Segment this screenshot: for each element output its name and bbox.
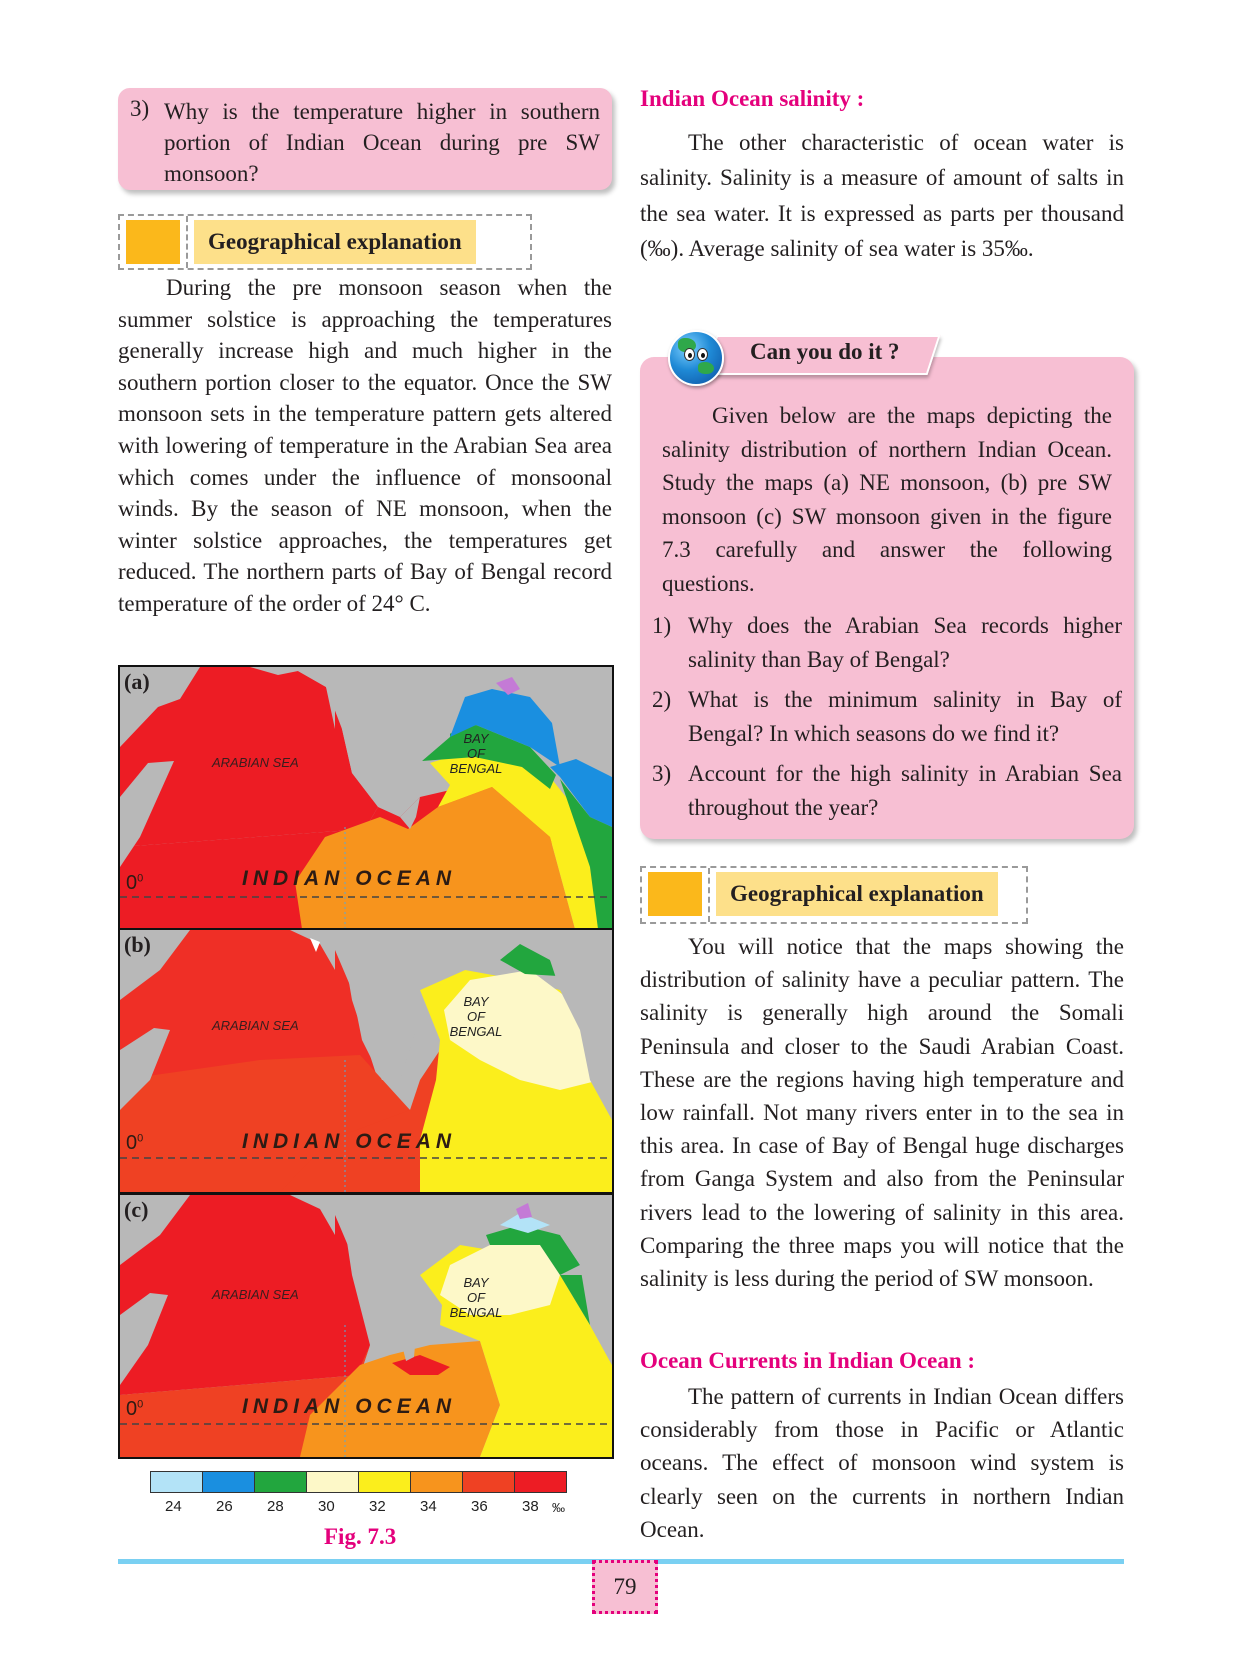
legend-value: 34 — [420, 1498, 437, 1515]
legend-value: 26 — [216, 1498, 233, 1515]
bay-of-bengal-label: BAY OF BENGAL — [449, 1275, 503, 1320]
map-label: (a) — [124, 669, 150, 694]
legend-value: 32 — [369, 1498, 386, 1515]
activity-title: Can you do it ? — [750, 339, 900, 364]
legend-swatch — [203, 1472, 255, 1492]
map-label: (b) — [124, 932, 151, 957]
list-item: 1) Why does the Arabian Sea records higher salinity than Bay of Bengal? — [652, 613, 1122, 672]
explanation-paragraph: You will notice that the maps showing the distribution of salinity have a peculiar pattern. The salinity is generally high around the Somali Peninsula and closer to the Saudi Arabian Coast. These are the regions having high temperature and low rainfall. Not many rivers enter in to the sea in this area. In case of Bay of Bengal huge discharges from Ganga System and also from the Peninsular rivers lead to the lowering of salinity in this area. Comparing the three maps you will notice that the salinity is less during the period of SW monsoon. — [640, 934, 1124, 1292]
legend-swatch — [359, 1472, 411, 1492]
heading-marker-icon — [648, 872, 702, 916]
activity-intro: Given below are the maps depicting the salinity distribution of northern Indian Ocean. Study the maps (a) NE monsoon, (b) pre SW monsoon (c) SW monsoon given in the figure 7.3 carefully and answer the following questions. — [662, 403, 1112, 596]
arabian-sea-label: ARABIAN SEA — [212, 1287, 299, 1302]
geo-explanation-title: Geographical explanation — [716, 872, 998, 916]
activity-questions — [652, 609, 1122, 832]
heading-marker-icon — [126, 220, 180, 264]
currents-paragraph: The pattern of currents in Indian Ocean differs considerably from those in Pacific or Atlantic oceans. The effect of monsoon wind system is clearly seen on the currents in northern Indian Ocean. — [640, 1384, 1124, 1542]
equator-label: $0^0$ — [126, 872, 144, 894]
legend-swatch — [463, 1472, 515, 1492]
temperature-paragraph: During the pre monsoon season when the summer solstice is approaching the temperatures generally increase high and much higher in the southern portion closer to the equator. Once the SW monsoon sets in the temperature pattern gets altered with lowering of temperature in the Arabian Sea area which comes under the influence of monsoonal winds. By the season of NE monsoon, when the winter solstice approaches, the temperatures get reduced. The northern parts of Bay of Bengal record temperature of the order of 24° C. — [118, 275, 612, 616]
salinity-map-b — [118, 928, 614, 1194]
salinity-map-a — [118, 665, 614, 931]
salinity-map-c — [118, 1193, 614, 1459]
page-number: 79 — [592, 1560, 658, 1614]
question-number: 3) — [130, 96, 150, 121]
question-box — [118, 88, 612, 190]
geo-explanation-header-right — [640, 866, 1028, 924]
salinity-legend — [150, 1471, 567, 1493]
legend-value: 30 — [318, 1498, 335, 1515]
legend-value: 36 — [471, 1498, 488, 1515]
legend-value: 38 — [522, 1498, 539, 1515]
equator-label: $0^0$ — [126, 1398, 144, 1420]
legend-swatch — [307, 1472, 359, 1492]
list-item: 2) What is the minimum salinity in Bay of Bengal? In which seasons do we find it? — [652, 687, 1122, 746]
legend-value: 24 — [165, 1498, 182, 1515]
can-you-do-it-box — [640, 357, 1134, 839]
question-text: Why is the temperature higher in southern portion of Indian Ocean during pre SW monsoon? — [164, 99, 600, 186]
legend-value: 28 — [267, 1498, 284, 1515]
equator-label: $0^0$ — [126, 1132, 144, 1154]
bay-of-bengal-label: BAY OF BENGAL — [449, 731, 503, 776]
salinity-paragraph: The other characteristic of ocean water is salinity. Salinity is a measure of amount of salts in the sea water. It is expressed as parts per thousand (‰). Average salinity of sea water is 35‰. — [640, 130, 1124, 262]
legend-swatch — [151, 1472, 203, 1492]
legend-unit: ‰ — [552, 1500, 565, 1515]
indian-ocean-label: INDIAN OCEAN — [242, 1130, 457, 1153]
can-you-do-it-tag — [668, 330, 948, 378]
legend-swatch — [515, 1472, 566, 1492]
indian-ocean-label: INDIAN OCEAN — [242, 1395, 457, 1418]
currents-heading: Ocean Currents in Indian Ocean : — [640, 1348, 976, 1373]
salinity-heading: Indian Ocean salinity : — [640, 86, 865, 111]
bay-of-bengal-label: BAY OF BENGAL — [449, 994, 503, 1039]
globe-mascot-icon — [668, 330, 724, 386]
legend-swatch — [255, 1472, 307, 1492]
map-label: (c) — [124, 1197, 149, 1222]
geo-explanation-title: Geographical explanation — [194, 220, 476, 264]
arabian-sea-label: ARABIAN SEA — [212, 1018, 299, 1033]
legend-swatch — [411, 1472, 463, 1492]
list-item: 3) Account for the high salinity in Arabian Sea throughout the year? — [652, 761, 1122, 820]
figure-caption: Fig. 7.3 — [324, 1524, 397, 1549]
geo-explanation-header-left — [118, 214, 532, 270]
indian-ocean-label: INDIAN OCEAN — [242, 867, 457, 890]
arabian-sea-label: ARABIAN SEA — [212, 755, 299, 770]
